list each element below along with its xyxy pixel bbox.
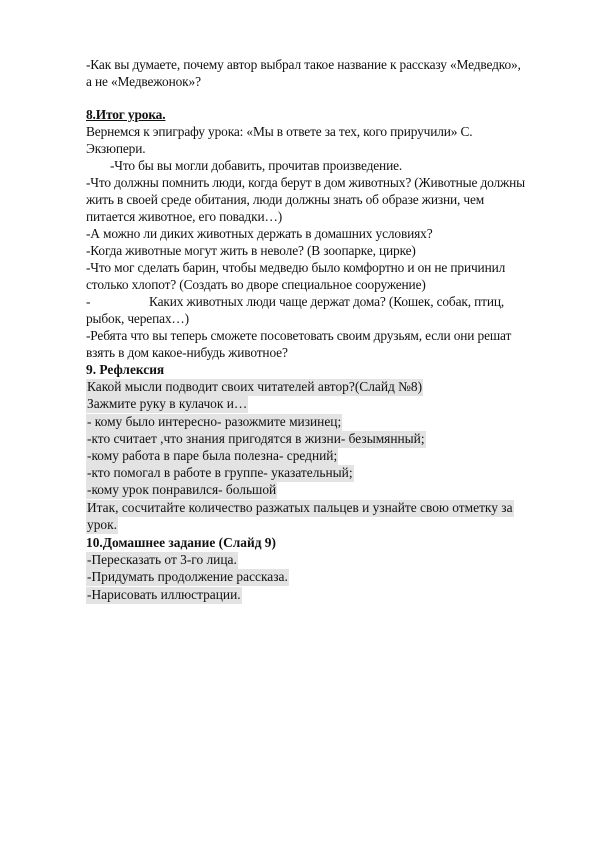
question-5-dash: - [86, 294, 91, 309]
section-10-heading: 10.Домашнее задание (Слайд 9) [86, 535, 276, 550]
question-2: -А можно ли диких животных держать в домашних условиях? [86, 226, 433, 241]
reflection-count-line-1: Итак, сосчитайте количество разжатых пальцев и узнайте свою отметку за [87, 500, 513, 515]
section-8-heading: 8.Итог урока. [86, 107, 166, 122]
question-6-line-1: -Ребята что вы теперь сможете посоветовать своим друзьям, если они решат [86, 328, 512, 343]
epigraph-line-2: Экзюпери. [86, 141, 146, 156]
reflection-item-4: -кто помогал в работе в группе- указательный; [87, 465, 353, 480]
homework-item-2: -Придумать продолжение рассказа. [87, 569, 288, 584]
question-1-line-3: питается животное, его повадки…) [86, 209, 283, 224]
homework-item-3: -Нарисовать иллюстрации. [87, 587, 241, 602]
question-1-line-1: -Что должны помнить люди, когда берут в дом животных? (Животные должны [86, 175, 526, 190]
question-4-line-2: столько хлопот? (Создать во дворе специальное сооружение) [86, 277, 426, 292]
reflection-intro: Какой мысли подводит своих читателей автор?(Слайд №8) [87, 379, 423, 394]
reflection-item-1: - кому было интересно- разожмите мизинец; [87, 414, 342, 429]
reflection-item-3: -кому работа в паре была полезна- средний; [87, 448, 338, 463]
add-line: -Что бы вы могли добавить, прочитав произведение. [110, 158, 403, 173]
question-title-line-1: -Как вы думаете, почему автор выбрал такое название к рассказу «Медведко», [86, 57, 521, 72]
question-6-line-2: взять в дом какое-нибудь животное? [86, 345, 288, 360]
reflection-item-5: -кому урок понравился- большой [87, 482, 277, 497]
reflection-fist: Зажмите руку в кулачок и… [87, 396, 248, 411]
epigraph-line-1: Вернемся к эпиграфу урока: «Мы в ответе за тех, кого приручили» С. [86, 124, 473, 139]
question-4-line-1: -Что мог сделать барин, чтобы медведю было комфортно и он не причинил [86, 260, 506, 275]
question-title-line-2: а не «Медвежонок»? [86, 74, 201, 89]
question-5-line-1: Каких животных люди чаще держат дома? (Кошек, собак, птиц, [149, 294, 505, 309]
section-9-heading: 9. Рефлексия [86, 362, 165, 377]
reflection-item-2: -кто считает ,что знания пригодятся в жизни- безымянный; [87, 431, 425, 446]
question-1-line-2: жить в своей среде обитания, люди должны знать об образе жизни, чем [86, 192, 485, 207]
reflection-count-line-2: урок. [87, 517, 117, 532]
homework-item-1: -Пересказать от 3-го лица. [87, 552, 237, 567]
question-3: -Когда животные могут жить в неволе? (В зоопарке, цирке) [86, 243, 416, 258]
question-5-line-2: рыбок, черепах…) [86, 311, 189, 326]
